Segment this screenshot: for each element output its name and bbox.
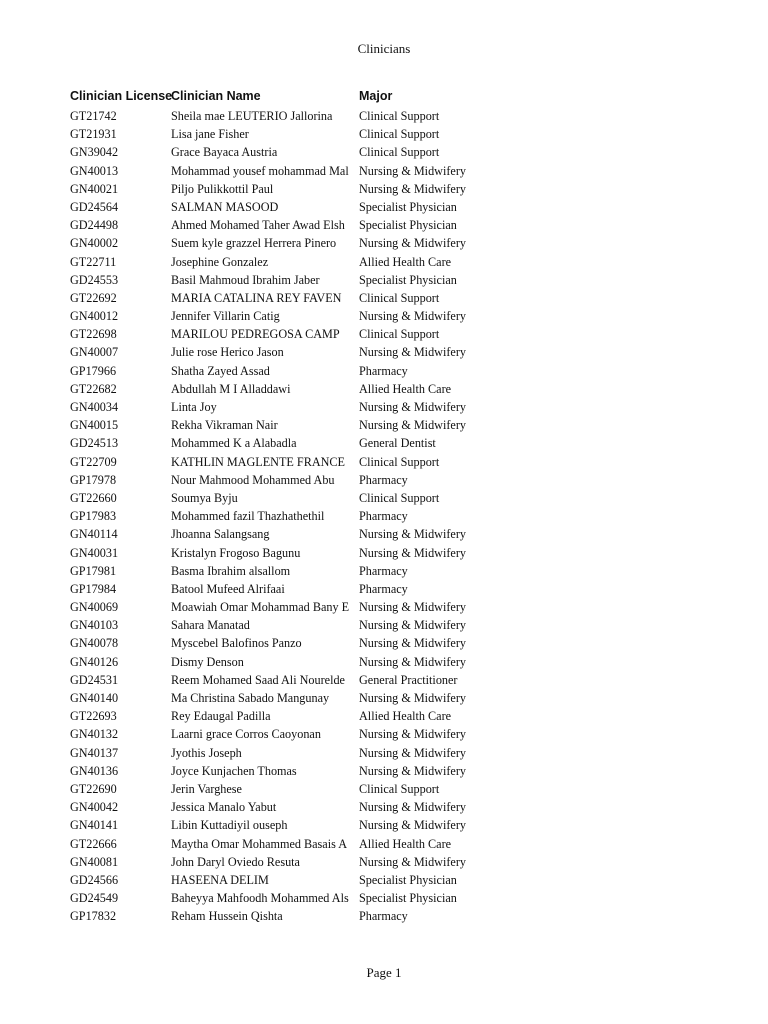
- name-cell: Basma Ibrahim alsallom: [171, 563, 291, 578]
- major-cell: Nursing & Midwifery: [359, 400, 466, 414]
- license-cell: GT22711: [70, 254, 117, 269]
- name-cell: Grace Bayaca Austria: [171, 145, 278, 160]
- table-row: [70, 254, 490, 272]
- major-cell: Clinical Support: [359, 327, 440, 342]
- table-row: [70, 417, 490, 435]
- major-cell: Allied Health Care: [359, 381, 452, 396]
- license-cell: GD24566: [70, 872, 119, 887]
- major-cell: Nursing & Midwifery: [359, 618, 466, 633]
- major-cell: Clinical Support: [359, 109, 440, 123]
- name-cell: Mohammad yousef mohammad Mal: [171, 163, 349, 178]
- table-row: [70, 490, 490, 508]
- major-cell: Nursing & Midwifery: [359, 309, 466, 324]
- major-cell: Pharmacy: [359, 472, 408, 487]
- license-cell: GD24549: [70, 891, 119, 906]
- table-row: [70, 854, 490, 872]
- name-cell: Linta Joy: [171, 400, 217, 414]
- name-cell: Josephine Gonzalez: [171, 254, 269, 269]
- license-cell: GT22690: [70, 781, 117, 796]
- table-row: [70, 745, 490, 763]
- name-cell: KATHLIN MAGLENTE FRANCE: [171, 454, 345, 469]
- license-cell: GN40034: [70, 400, 119, 414]
- name-cell: Jyothis Joseph: [171, 745, 242, 760]
- major-cell: Clinical Support: [359, 290, 440, 305]
- column-header-license: Clinician License: [70, 89, 173, 103]
- name-cell: Jerin Varghese: [171, 781, 242, 796]
- license-cell: GD24498: [70, 218, 119, 233]
- table-row: [70, 435, 490, 453]
- column-header-major: Major: [359, 89, 393, 103]
- table-row: [70, 272, 490, 290]
- major-cell: General Dentist: [359, 436, 436, 451]
- major-cell: Allied Health Care: [359, 709, 452, 724]
- major-cell: Nursing & Midwifery: [359, 818, 466, 833]
- major-cell: Specialist Physician: [359, 218, 457, 233]
- license-cell: GN40015: [70, 418, 119, 433]
- license-cell: GD24553: [70, 272, 119, 287]
- license-cell: GP17984: [70, 581, 117, 596]
- table-row: [70, 781, 490, 799]
- table-row: [70, 635, 490, 653]
- name-cell: Rekha Vikraman Nair: [171, 418, 278, 433]
- page-title: Clinicians: [357, 41, 411, 56]
- table-row: [70, 654, 490, 672]
- license-cell: GP17832: [70, 909, 117, 924]
- license-cell: GT22709: [70, 454, 117, 469]
- major-cell: Nursing & Midwifery: [359, 236, 466, 251]
- name-cell: Abdullah M I Alladdawi: [171, 381, 291, 396]
- license-cell: GP17983: [70, 509, 117, 524]
- major-cell: Nursing & Midwifery: [359, 163, 466, 178]
- license-cell: GT21742: [70, 109, 117, 123]
- name-cell: Reem Mohamed Saad Ali Nourelde: [171, 672, 345, 687]
- major-cell: Nursing & Midwifery: [359, 800, 466, 815]
- major-cell: Nursing & Midwifery: [359, 527, 466, 542]
- table-row: [70, 872, 490, 890]
- table-row: [70, 235, 490, 253]
- major-cell: Pharmacy: [359, 909, 408, 924]
- table-row: [70, 199, 490, 217]
- table-row: [70, 799, 490, 817]
- license-cell: GN40002: [70, 236, 119, 251]
- name-cell: Mohammed fazil Thazhathethil: [171, 509, 325, 524]
- major-cell: Pharmacy: [359, 509, 408, 524]
- name-cell: Baheyya Mahfoodh Mohammed Als: [171, 891, 349, 906]
- name-cell: Kristalyn Frogoso Bagunu: [171, 545, 301, 560]
- license-cell: GT22698: [70, 327, 117, 342]
- name-cell: Ahmed Mohamed Taher Awad Elsh: [171, 218, 345, 233]
- name-cell: Sahara Manatad: [171, 618, 250, 633]
- license-cell: GN40114: [70, 527, 118, 542]
- name-cell: Moawiah Omar Mohammad Bany E: [171, 600, 350, 615]
- column-header-name: Clinician Name: [171, 89, 261, 103]
- name-cell: Laarni grace Corros Caoyonan: [171, 727, 321, 742]
- license-cell: GN40140: [70, 691, 119, 705]
- major-cell: Nursing & Midwifery: [359, 727, 466, 742]
- name-cell: Piljo Pulikkottil Paul: [171, 181, 274, 196]
- table-row: [70, 326, 490, 344]
- license-cell: GD24531: [70, 672, 119, 687]
- license-cell: GN40081: [70, 854, 119, 869]
- license-cell: GN40137: [70, 745, 119, 760]
- major-cell: Nursing & Midwifery: [359, 345, 466, 360]
- name-cell: Jennifer Villarin Catig: [171, 309, 280, 324]
- table-row: [70, 836, 490, 854]
- name-cell: Soumya Byju: [171, 490, 238, 505]
- name-cell: Basil Mahmoud Ibrahim Jaber: [171, 272, 320, 287]
- name-cell: Lisa jane Fisher: [171, 127, 249, 142]
- major-cell: Specialist Physician: [359, 872, 457, 887]
- table-row: [70, 726, 490, 744]
- major-cell: Nursing & Midwifery: [359, 745, 466, 760]
- major-cell: Pharmacy: [359, 581, 408, 596]
- name-cell: Ma Christina Sabado Mangunay: [171, 691, 330, 705]
- table-row: [70, 908, 490, 926]
- license-cell: GN40007: [70, 345, 119, 360]
- name-cell: Jhoanna Salangsang: [171, 527, 270, 542]
- license-cell: GP17978: [70, 472, 117, 487]
- name-cell: MARILOU PEDREGOSA CAMP: [171, 327, 340, 342]
- major-cell: Specialist Physician: [359, 199, 457, 214]
- table-row: [70, 126, 490, 144]
- table-row: [70, 308, 490, 326]
- table-row: [70, 399, 490, 417]
- table-row: [70, 508, 490, 526]
- table-row: [70, 454, 490, 472]
- license-cell: GN40021: [70, 181, 119, 196]
- major-cell: Specialist Physician: [359, 272, 457, 287]
- name-cell: Reham Hussein Qishta: [171, 909, 283, 924]
- name-cell: John Daryl Oviedo Resuta: [171, 854, 300, 869]
- license-cell: GT22682: [70, 381, 117, 396]
- major-cell: Nursing & Midwifery: [359, 545, 466, 560]
- major-cell: Nursing & Midwifery: [359, 691, 466, 705]
- table-row: [70, 217, 490, 235]
- name-cell: Maytha Omar Mohammed Basais A: [171, 836, 348, 851]
- table-row: [70, 144, 490, 162]
- name-cell: Julie rose Herico Jason: [171, 345, 284, 360]
- major-cell: Pharmacy: [359, 363, 408, 378]
- table-row: [70, 672, 490, 690]
- license-cell: GN40031: [70, 545, 119, 560]
- license-cell: GN40069: [70, 600, 119, 615]
- major-cell: Nursing & Midwifery: [359, 636, 466, 651]
- license-cell: GP17981: [70, 563, 117, 578]
- license-cell: GN40103: [70, 618, 119, 633]
- license-cell: GN39042: [70, 145, 119, 160]
- major-cell: Clinical Support: [359, 490, 440, 505]
- table-header: [70, 89, 490, 107]
- license-cell: GN40141: [70, 818, 119, 833]
- clinician-table: [70, 108, 490, 926]
- table-row: [70, 617, 490, 635]
- major-cell: Clinical Support: [359, 454, 440, 469]
- name-cell: Mohammed K a Alabadla: [171, 436, 297, 451]
- major-cell: Clinical Support: [359, 145, 440, 160]
- major-cell: Pharmacy: [359, 563, 408, 578]
- license-cell: GP17966: [70, 363, 117, 378]
- table-row: [70, 708, 490, 726]
- major-cell: Nursing & Midwifery: [359, 854, 466, 869]
- page-number: Page 1: [366, 965, 402, 980]
- major-cell: Clinical Support: [359, 781, 440, 796]
- name-cell: Batool Mufeed Alrifaai: [171, 581, 285, 596]
- table-row: [70, 344, 490, 362]
- major-cell: General Practitioner: [359, 672, 458, 687]
- table-row: [70, 599, 490, 617]
- table-row: [70, 763, 490, 781]
- name-cell: Joyce Kunjachen Thomas: [171, 763, 297, 778]
- name-cell: Myscebel Balofinos Panzo: [171, 636, 302, 651]
- major-cell: Nursing & Midwifery: [359, 763, 466, 778]
- license-cell: GT22692: [70, 290, 117, 305]
- table-row: [70, 163, 490, 181]
- major-cell: Clinical Support: [359, 127, 440, 142]
- license-cell: GN40013: [70, 163, 119, 178]
- name-cell: Rey Edaugal Padilla: [171, 709, 271, 724]
- table-row: [70, 690, 490, 708]
- major-cell: Nursing & Midwifery: [359, 181, 466, 196]
- major-cell: Nursing & Midwifery: [359, 418, 466, 433]
- license-cell: GD24564: [70, 199, 119, 214]
- license-cell: GN40132: [70, 727, 119, 742]
- name-cell: HASEENA DELIM: [171, 872, 269, 887]
- name-cell: MARIA CATALINA REY FAVEN: [171, 290, 342, 305]
- table-row: [70, 381, 490, 399]
- table-row: [70, 817, 490, 835]
- name-cell: Dismy Denson: [171, 654, 244, 669]
- license-cell: GT21931: [70, 127, 117, 142]
- name-cell: Shatha Zayed Assad: [171, 363, 270, 378]
- major-cell: Nursing & Midwifery: [359, 600, 466, 615]
- name-cell: Jessica Manalo Yabut: [171, 800, 277, 815]
- table-row: [70, 526, 490, 544]
- license-cell: GT22660: [70, 490, 117, 505]
- name-cell: Nour Mahmood Mohammed Abu: [171, 472, 335, 487]
- license-cell: GT22666: [70, 836, 117, 851]
- table-row: [70, 890, 490, 908]
- table-row: [70, 108, 490, 126]
- major-cell: Allied Health Care: [359, 836, 452, 851]
- license-cell: GN40078: [70, 636, 119, 651]
- name-cell: Libin Kuttadiyil ouseph: [171, 818, 288, 833]
- license-cell: GD24513: [70, 436, 119, 451]
- table-row: [70, 472, 490, 490]
- table-row: [70, 545, 490, 563]
- name-cell: Suem kyle grazzel Herrera Pinero: [171, 236, 337, 251]
- major-cell: Nursing & Midwifery: [359, 654, 466, 669]
- name-cell: Sheila mae LEUTERIO Jallorina: [171, 109, 333, 123]
- major-cell: Allied Health Care: [359, 254, 452, 269]
- license-cell: GN40126: [70, 654, 119, 669]
- license-cell: GN40042: [70, 800, 119, 815]
- table-row: [70, 581, 490, 599]
- table-row: [70, 363, 490, 381]
- table-row: [70, 181, 490, 199]
- license-cell: GN40136: [70, 763, 119, 778]
- license-cell: GN40012: [70, 309, 119, 324]
- table-row: [70, 563, 490, 581]
- table-row: [70, 290, 490, 308]
- name-cell: SALMAN MASOOD: [171, 199, 279, 214]
- license-cell: GT22693: [70, 709, 117, 724]
- major-cell: Specialist Physician: [359, 891, 457, 906]
